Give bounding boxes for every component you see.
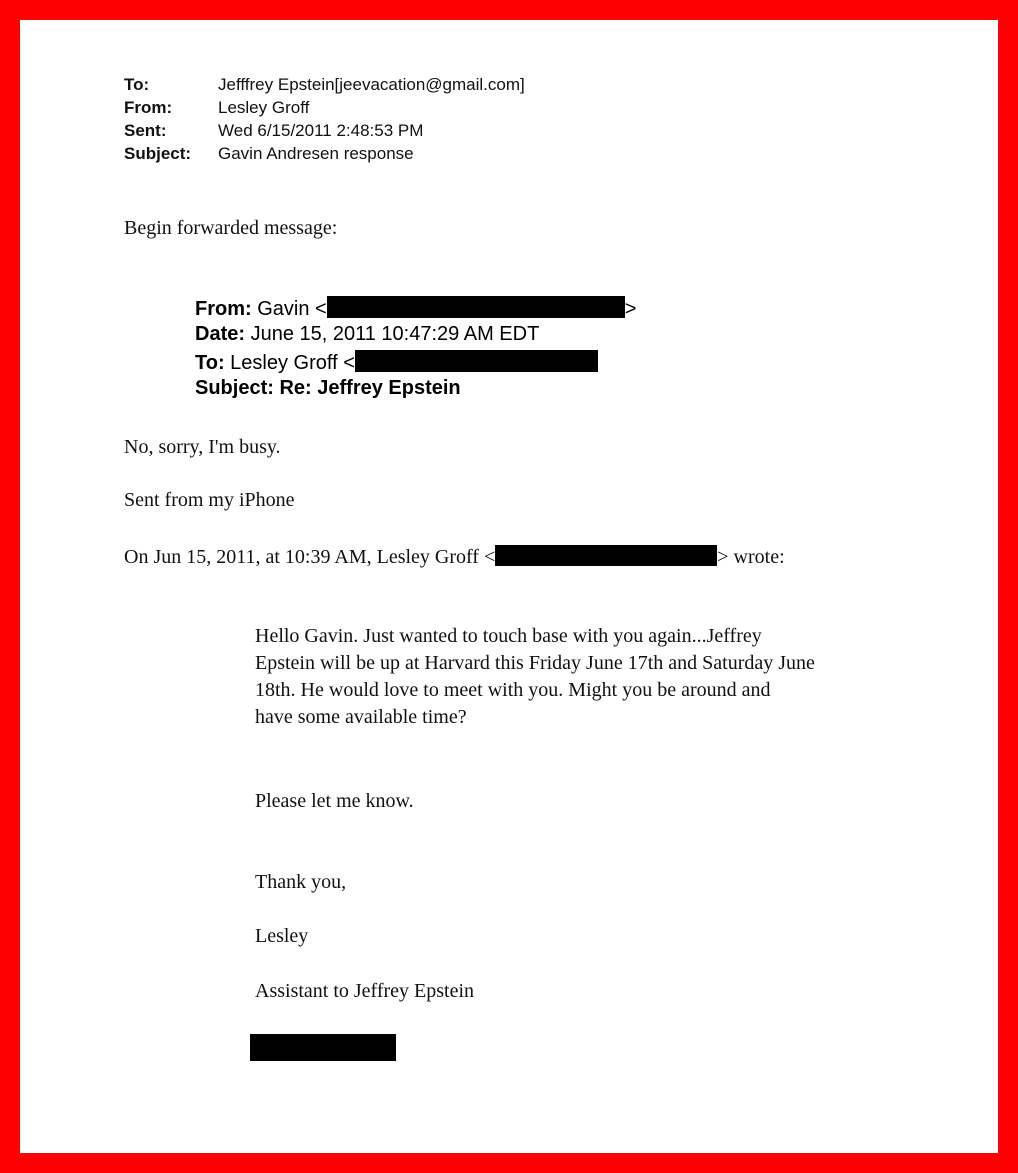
- forward-intro: Begin forwarded message:: [124, 217, 338, 239]
- fwd-to-value: Lesley Groff <: [230, 352, 355, 374]
- fwd-subject-label: Subject:: [195, 377, 274, 399]
- quoted-line: Lesley: [255, 925, 309, 947]
- subject-label: Subject:: [124, 144, 192, 163]
- subject-value: Gavin Andresen response: [218, 144, 414, 163]
- sent-value: Wed 6/15/2011 2:48:53 PM: [218, 121, 424, 140]
- from-value: Lesley Groff: [218, 98, 310, 117]
- fwd-date-label: Date:: [195, 323, 246, 345]
- fwd-subject-line: [195, 377, 461, 400]
- fwd-from-value: Gavin <: [257, 298, 327, 320]
- quoted-line: Hello Gavin. Just wanted to touch base with you again...Jeffrey: [255, 625, 762, 647]
- fwd-from-close: >: [624, 298, 637, 320]
- document-page: [20, 20, 998, 1153]
- quote-intro: [124, 545, 785, 569]
- quote-intro-after: > wrote:: [717, 546, 785, 568]
- from-label: From:: [124, 98, 173, 117]
- fwd-subject-value: Re: Jeffrey Epstein: [279, 377, 461, 399]
- quote-intro-before: On Jun 15, 2011, at 10:39 AM, Lesley Groff <: [124, 546, 496, 568]
- redaction-bar: [327, 296, 625, 318]
- fwd-from-line: [195, 296, 636, 321]
- signature-text: Sent from my iPhone: [124, 489, 295, 511]
- fwd-from-label: From:: [195, 298, 252, 320]
- fwd-to-label: To:: [195, 352, 225, 374]
- quoted-line: Please let me know.: [255, 790, 414, 812]
- sent-label: Sent:: [124, 121, 167, 140]
- fwd-date-value: June 15, 2011 10:47:29 AM EDT: [250, 323, 540, 345]
- quoted-line: 18th. He would love to meet with you. Might you be around and: [255, 679, 771, 701]
- redaction-bar: [495, 545, 717, 566]
- quoted-line: have some available time?: [255, 706, 467, 728]
- quoted-line: Assistant to Jeffrey Epstein: [255, 980, 475, 1002]
- to-value: Jefffrey Epstein[jeevacation@gmail.com]: [218, 75, 525, 94]
- fwd-date-line: [195, 323, 539, 346]
- quoted-line: Thank you,: [255, 871, 347, 893]
- redaction-bar: [355, 350, 598, 372]
- quoted-line: Epstein will be up at Harvard this Friday June 17th and Saturday June: [255, 652, 815, 674]
- redaction-bar: [250, 1034, 396, 1061]
- reply-text: No, sorry, I'm busy.: [124, 436, 281, 458]
- to-label: To:: [124, 75, 150, 94]
- fwd-to-line: [195, 350, 598, 375]
